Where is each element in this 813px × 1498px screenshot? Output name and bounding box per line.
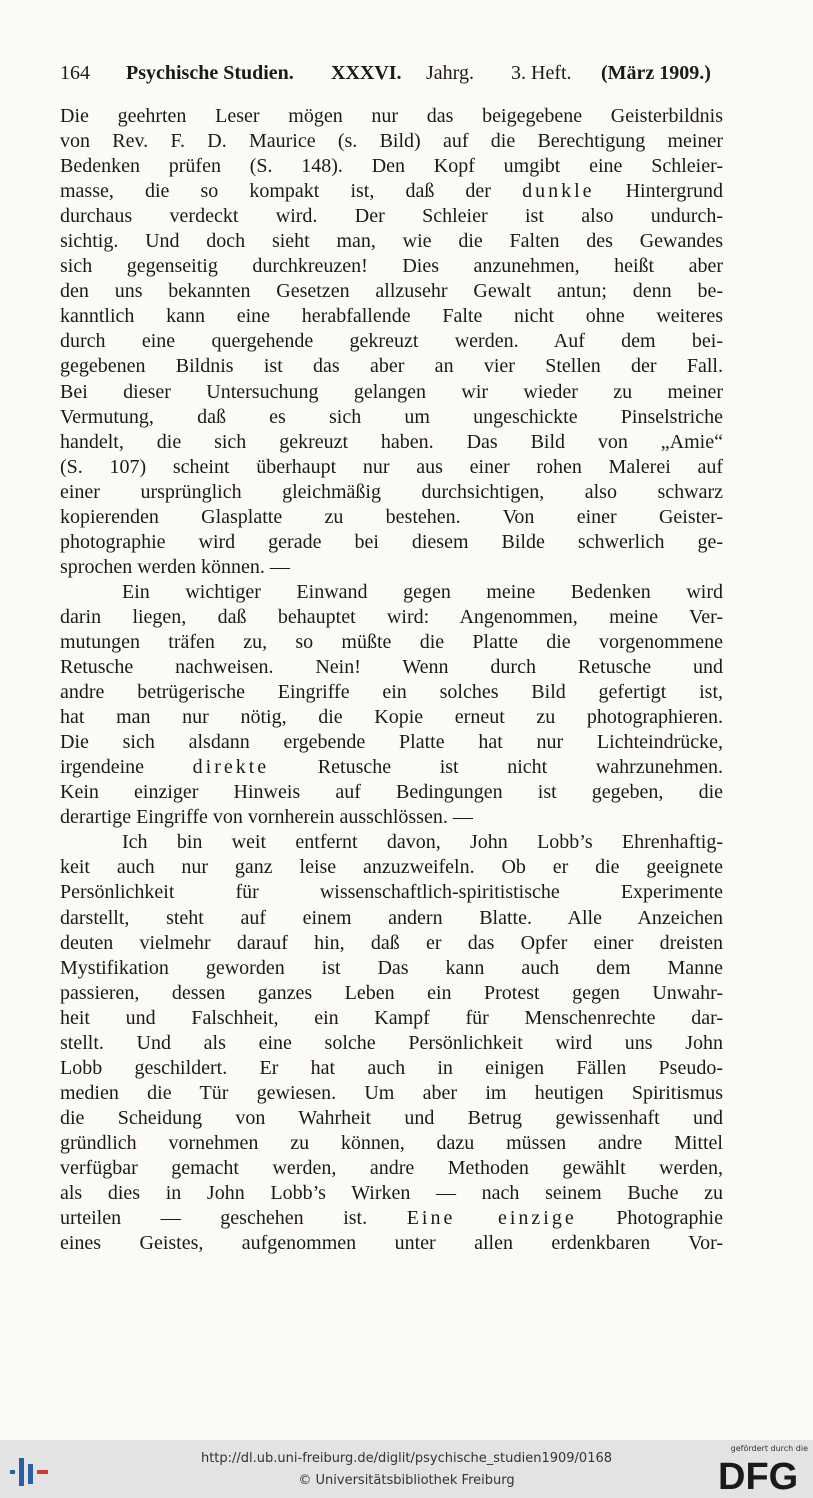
text-line: andre betrügerische Eingriffe ein solches Bild gefertigt ist, (60, 681, 723, 704)
text-line: (S. 107) scheint überhaupt nur aus einer rohen Malerei auf (60, 455, 723, 478)
spaced-emphasis: Eine einzige (406, 1207, 577, 1230)
text-line: den uns bekannten Gesetzen allzusehr Gewalt antun; denn be- (60, 280, 723, 303)
text-line-with-emphasis (60, 179, 723, 204)
text-line: gegebenen Bildnis ist das aber an vier Stellen der Fall. (60, 355, 723, 378)
year-label: Jahrg. (426, 62, 474, 84)
copyright-notice: © Universitätsbibliothek Freiburg (298, 1473, 515, 1488)
text-line: Bei dieser Untersuchung gelangen wir wieder zu meiner (60, 380, 723, 403)
dfg-logo-text: DFG (718, 1456, 799, 1493)
text-line: Lobb geschildert. Er hat auch in einigen Fällen Pseudo- (60, 1056, 723, 1079)
journal-title: Psychische Studien. (126, 62, 294, 84)
text-line: Mystifikation geworden ist Das kann auch dem Manne (60, 956, 723, 979)
text-line: Persönlichkeit für wissenschaftlich-spiritistische Experimente (60, 881, 723, 904)
text-line: Ich bin weit entfernt davon, John Lobb’s Ehrenhaftig- (122, 831, 723, 854)
text-line: Die geehrten Leser mögen nur das beigegebene Geisterbildnis (60, 105, 723, 127)
dfg-logo-icon (716, 1455, 808, 1493)
body-text (60, 104, 723, 1256)
text-line: durch eine quergehende gekreuzt werden. Auf dem bei- (60, 330, 723, 353)
text-line: sprochen werden können. — (60, 555, 290, 578)
text-line: Vermutung, daß es sich um ungeschickte Pinselstriche (60, 405, 723, 428)
text-line: von Rev. F. D. Maurice (s. Bild) auf die Berechtigung meiner (60, 130, 723, 153)
issue-date: (März 1909.) (601, 62, 711, 84)
text-line: mutungen träfen zu, so müßte die Platte die vorgenommene (60, 630, 723, 653)
text-line: keit auch nur ganz leise anzuzweifeln. Ob er die geeignete (60, 856, 723, 879)
text-line: handelt, die sich gekreuzt haben. Das Bild von „Amie“ (60, 430, 723, 453)
text-line: eines Geistes, aufgenommen unter allen erdenkbaren Vor- (60, 1232, 723, 1255)
text-line: als dies in John Lobb’s Wirken — nach seinem Buche zu (60, 1182, 723, 1205)
text-line: gründlich vornehmen zu können, dazu müssen andre Mittel (60, 1131, 723, 1154)
viewer-footer (0, 1440, 813, 1498)
text-line: passieren, dessen ganzes Leben ein Protest gegen Unwahr- (60, 981, 723, 1004)
text-line: Die sich alsdann ergebende Platte hat nur Lichteindrücke, (60, 731, 723, 754)
issue-number: 3. Heft. (511, 62, 572, 84)
text-line: einer ursprünglich gleichmäßig durchsichtigen, also schwarz (60, 480, 723, 503)
text-fragment: Hintergrund (625, 180, 723, 203)
text-line: medien die Tür gewiesen. Um aber im heutigen Spiritismus (60, 1081, 723, 1104)
text-line: die Scheidung von Wahrheit und Betrug gewissenhaft und (60, 1106, 723, 1129)
text-fragment: masse, die so kompakt ist, daß der (60, 180, 491, 203)
text-fragment: urteilen — geschehen ist. (60, 1207, 368, 1230)
spaced-emphasis: direkte (192, 756, 270, 779)
text-line-with-emphasis (60, 755, 723, 780)
text-line: heit und Falschheit, ein Kampf für Menschenrechte dar- (60, 1006, 723, 1029)
text-fragment: Photographie (616, 1207, 723, 1230)
text-line: deuten vielmehr darauf hin, daß er das Opfer einer dreisten (60, 931, 723, 954)
running-header (60, 62, 723, 90)
text-line: hat man nur nötig, die Kopie erneut zu photographieren. (60, 706, 723, 729)
text-line: kopierenden Glasplatte zu bestehen. Von einer Geister- (60, 505, 723, 528)
dfg-funding-badge (716, 1444, 808, 1494)
permalink-url[interactable]: http://dl.ub.uni-freiburg.de/diglit/psychische_studien1909/0168 (200, 1451, 613, 1466)
text-line-with-emphasis (60, 1206, 723, 1231)
text-line: Bedenken prüfen (S. 148). Den Kopf umgibt eine Schleier- (60, 155, 723, 178)
text-line: sich gegenseitig durchkreuzen! Dies anzunehmen, heißt aber (60, 255, 723, 278)
text-line: photographie wird gerade bei diesem Bilde schwerlich ge- (60, 530, 723, 553)
text-line: derartige Eingriffe von vornherein ausschlössen. — (60, 806, 473, 829)
volume-number: XXXVI. (331, 62, 402, 84)
text-line: verfügbar gemacht werden, andre Methoden gewählt werden, (60, 1156, 723, 1179)
text-line: Retusche nachweisen. Nein! Wenn durch Retusche und (60, 656, 723, 679)
text-line: kanntlich kann eine herabfallende Falte nicht ohne weiteres (60, 305, 723, 328)
page-number: 164 (60, 62, 90, 84)
text-fragment: Retusche ist nicht wahrzunehmen. (317, 756, 723, 779)
spaced-emphasis: dunkle (522, 180, 595, 203)
text-line: stellt. Und als eine solche Persönlichkeit wird uns John (60, 1031, 723, 1054)
text-line: darstellt, steht auf einem andern Blatte. Alle Anzeichen (60, 906, 723, 929)
text-line: darin liegen, daß behauptet wird: Angenommen, meine Ver- (60, 605, 723, 628)
funding-caption: gefördert durch die (730, 1444, 808, 1453)
text-line: sichtig. Und doch sieht man, wie die Falten des Gewandes (60, 230, 723, 253)
text-fragment: irgendeine (60, 756, 145, 779)
text-line: durchaus verdeckt wird. Der Schleier ist also undurch- (60, 205, 723, 228)
text-line: Ein wichtiger Einwand gegen meine Bedenken wird (122, 580, 723, 603)
text-line: Kein einziger Hinweis auf Bedingungen ist gegeben, die (60, 781, 723, 804)
